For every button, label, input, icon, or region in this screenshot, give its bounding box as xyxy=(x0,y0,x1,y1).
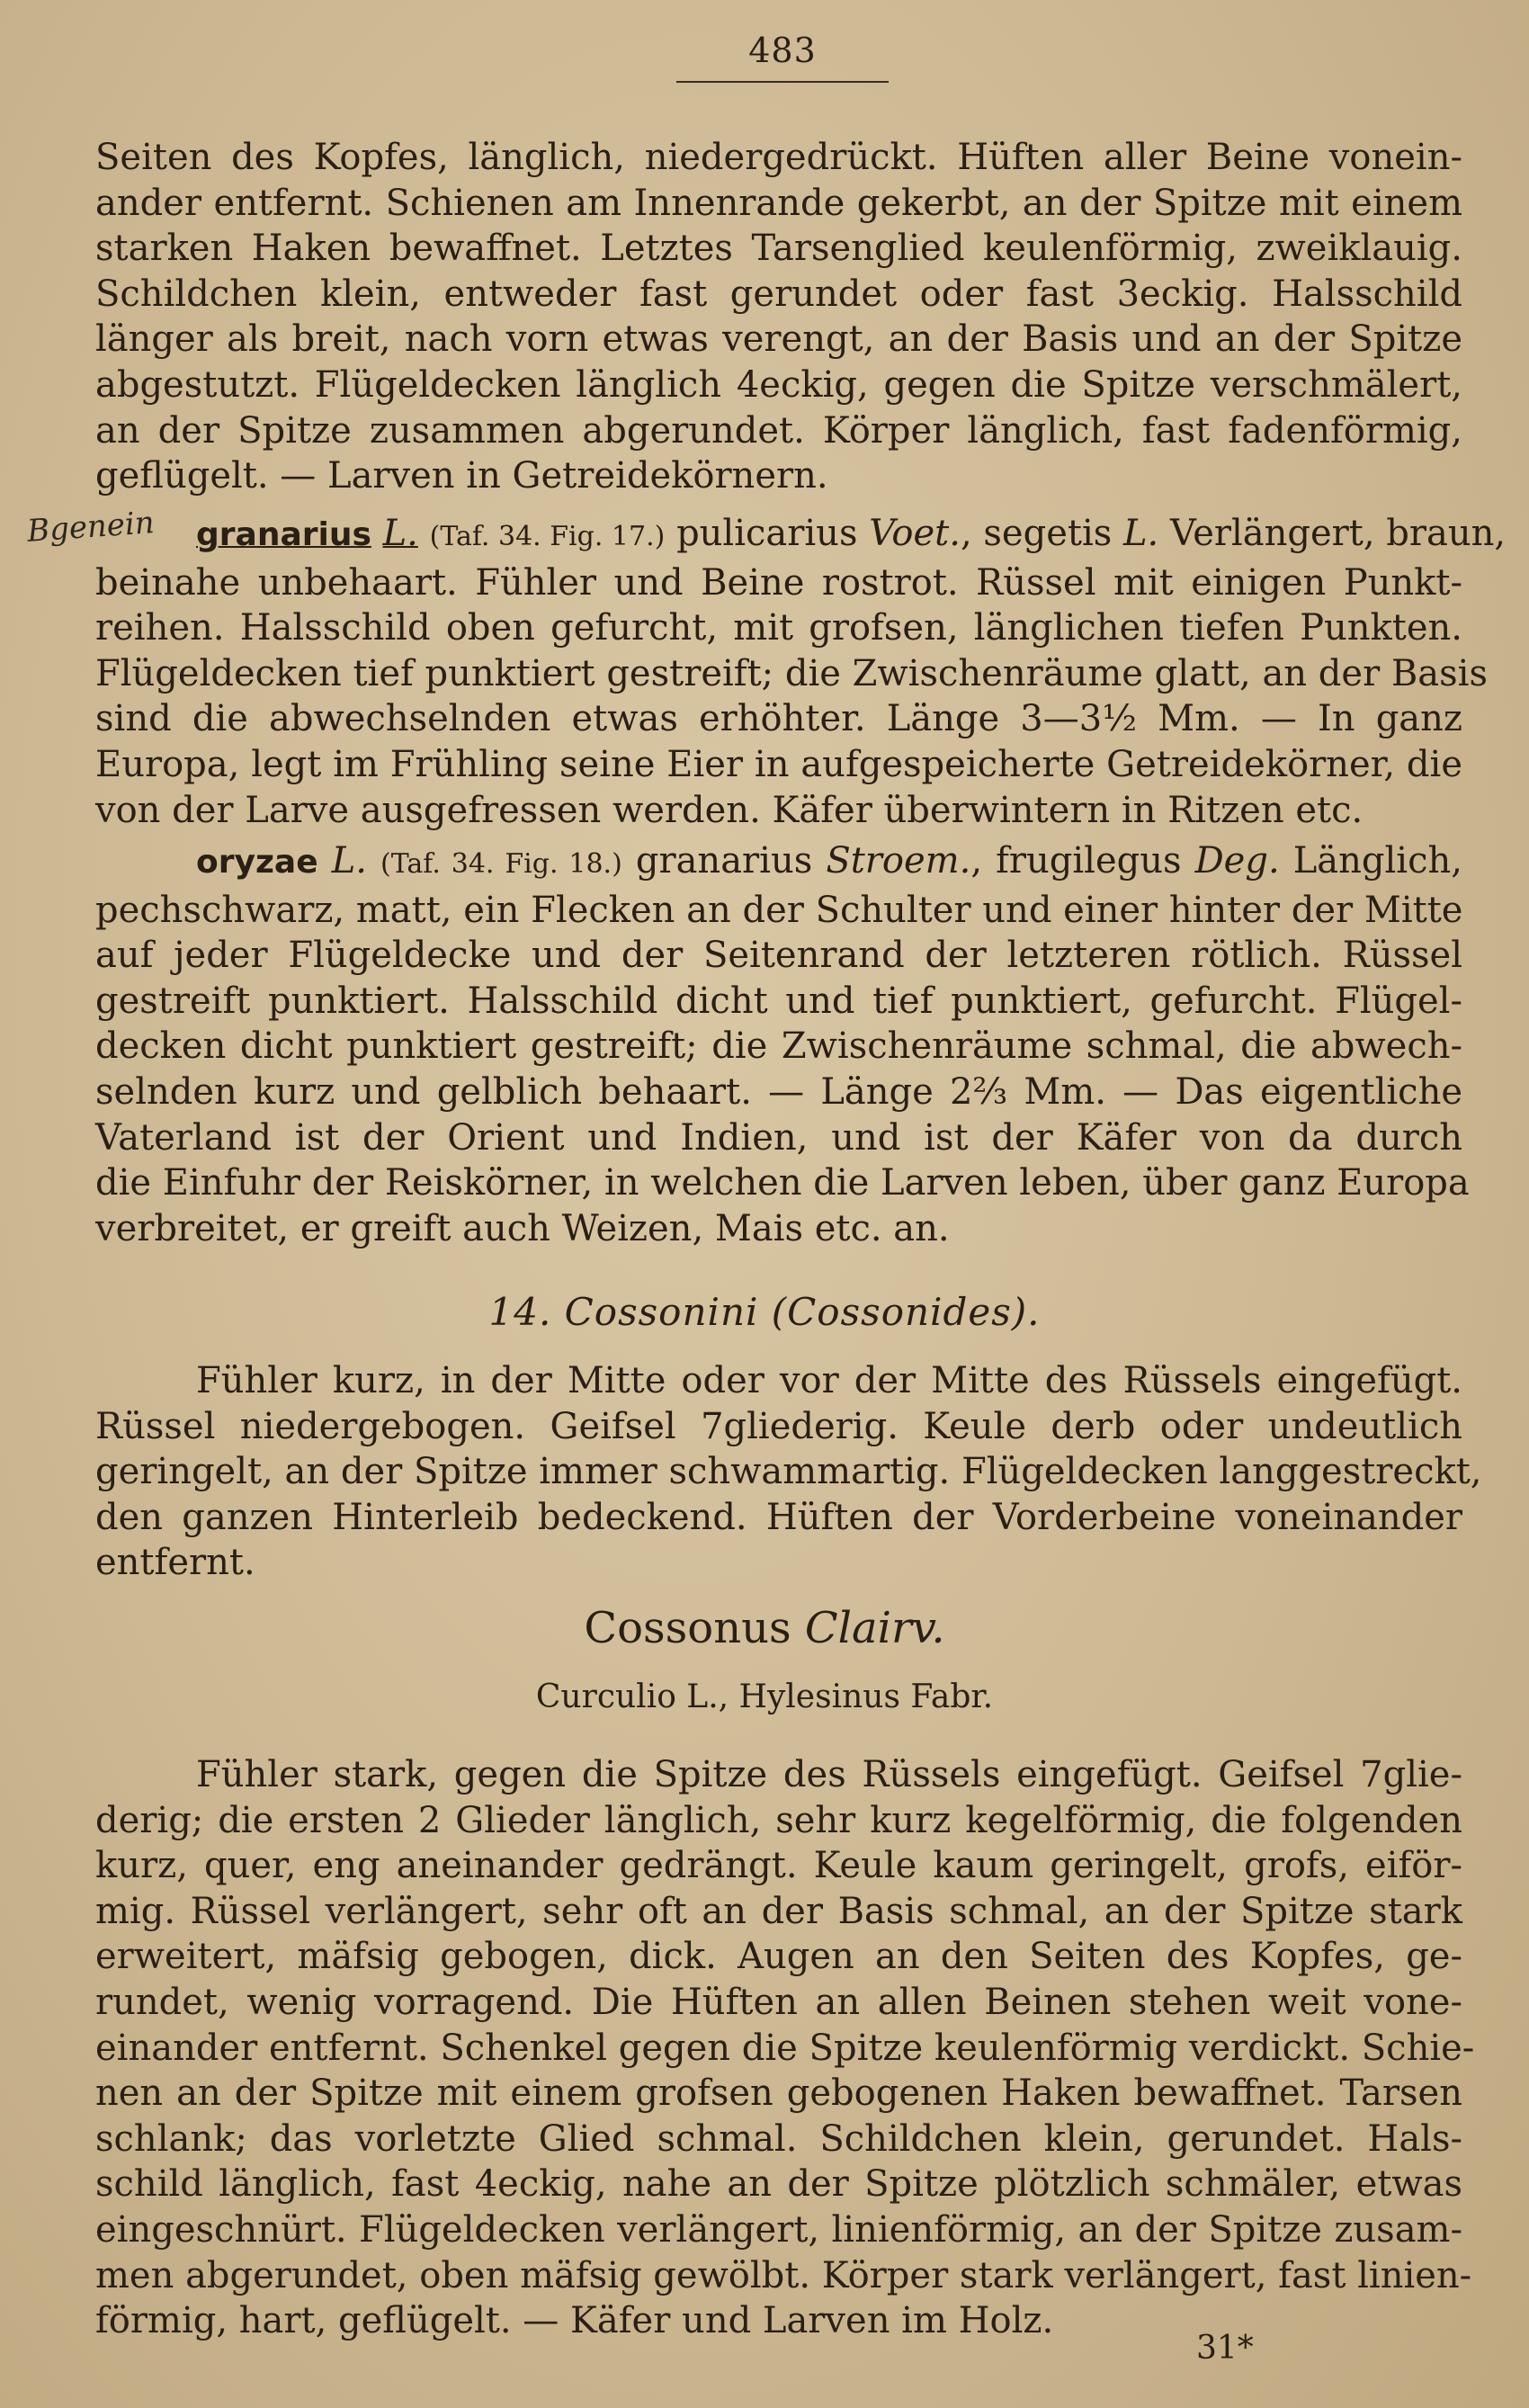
text-line: auf jeder Flügeldecke und der Seitenrand der letzteren rötlich. Rüssel xyxy=(95,935,1462,977)
text-line: schlank; das vorletzte Glied schmal. Schildchen klein, gerundet. Hals- xyxy=(95,2117,1462,2160)
genus-name: Cossonus xyxy=(584,1603,791,1653)
text-line: entfernt. xyxy=(95,1542,255,1584)
synonym: pulicarius xyxy=(676,513,858,554)
plate-reference: (Taf. 34. Fig. 18.) xyxy=(380,848,622,880)
synonym: segetis xyxy=(983,513,1113,554)
section-heading: 14. Cossonini (Cossonides). xyxy=(488,1290,1041,1334)
text-line: beinahe unbehaart. Fühler und Beine rostrot. Rüssel mit einigen Punkt- xyxy=(95,561,1462,604)
description-start: Verlängert, braun, xyxy=(1169,513,1507,554)
synonym: frugilegus xyxy=(996,840,1182,882)
text-line: an der Spitze zusammen abgerundet. Körper länglich, fast fadenförmig, xyxy=(95,409,1462,452)
text-line: die Einfuhr der Reiskörner, in welchen die Larven leben, über ganz Europa xyxy=(95,1162,1470,1204)
text-line: ander entfernt. Schienen am Innenrande gekerbt, an der Spitze mit einem xyxy=(95,182,1462,224)
text-line: Vaterland ist der Orient und Indien, und ist der Käfer von da durch xyxy=(95,1116,1462,1159)
text-line: men abgerundet, oben mäfsig gewölbt. Körper stark verlängert, fast linien- xyxy=(95,2254,1472,2296)
synonym-author: Stroem. xyxy=(826,840,971,882)
text-line: nen an der Spitze mit einem grofsen gebogenen Haken bewaffnet. Tarsen xyxy=(95,2072,1462,2115)
synonym-author: Deg. xyxy=(1194,840,1280,882)
header-rule xyxy=(676,81,889,83)
description-start: Länglich, xyxy=(1292,840,1462,882)
text-line: eingeschnürt. Flügeldecken verlängert, linienförmig, an der Spitze zusam- xyxy=(95,2208,1462,2251)
text-line: länger als breit, nach vorn etwas verengt, an der Basis und an der Spitze xyxy=(95,318,1462,361)
genus-author: Clairv. xyxy=(804,1603,945,1653)
text-line: von der Larve ausgefressen werden. Käfer überwintern in Ritzen etc. xyxy=(95,789,1364,831)
synonym: granarius xyxy=(635,840,813,882)
text-line: Rüssel niedergebogen. Geifsel 7gliederig. Keule derb oder undeutlich xyxy=(95,1405,1462,1447)
text-line: Schildchen klein, entweder fast gerundet oder fast 3eckig. Halsschild xyxy=(95,273,1462,315)
text-line: erweitert, mäfsig gebogen, dick. Augen an den Seiten des Kopfes, ge- xyxy=(95,1936,1462,1978)
synonym-author: L. xyxy=(1122,513,1159,554)
text-line: Fühler kurz, in der Mitte oder vor der Mitte des Rüssels eingefügt. xyxy=(196,1360,1462,1401)
species-name-oryzae: oryzae xyxy=(196,844,318,881)
text-line: Fühler stark, gegen die Spitze des Rüssels eingefügt. Geifsel 7glie- xyxy=(196,1754,1462,1795)
text-line: selnden kurz und gelblich behaart. — Länge 2⅔ Mm. — Das eigentliche xyxy=(95,1070,1462,1113)
intro-paragraph xyxy=(95,135,1462,499)
synonym-author: Voet. xyxy=(869,513,961,554)
granarius-description xyxy=(95,560,1488,834)
text-line: Europa, legt im Frühling seine Eier in aufgespeicherte Getreidekörner, die xyxy=(95,743,1462,785)
text-line: mig. Rüssel verlängert, sehr oft an der Basis schmal, an der Spitze stark xyxy=(95,1890,1462,1932)
genus-synonyms: Curculio L., Hylesinus Fabr. xyxy=(535,1678,994,1715)
species-entry-oryzae xyxy=(95,838,1470,1251)
granarius-first-line: granarius L. (Taf. 34. Fig. 17.) pulicarius Voet., segetis L. Verlängert, braun, xyxy=(196,513,1507,554)
page-number: 483 xyxy=(748,31,817,70)
text-line: geflügelt. — Larven in Getreidekörnern. xyxy=(95,455,828,497)
text-line: abgestutzt. Flügeldecken länglich 4eckig, gegen die Spitze verschmälert, xyxy=(95,363,1462,406)
species-name-granarius: granarius xyxy=(196,516,371,553)
oryzae-description xyxy=(95,888,1470,1252)
text-line: geringelt, an der Spitze immer schwammartig. Flügeldecken langgestreckt, xyxy=(95,1451,1482,1493)
genus-title xyxy=(0,1603,1529,1653)
text-line: einander entfernt. Schenkel gegen die Spitze keulenförmig verdickt. Schie- xyxy=(95,2027,1475,2069)
text-line: derig; die ersten 2 Glieder länglich, sehr kurz kegelförmig, die folgenden xyxy=(95,1799,1462,1841)
text-line: Flügeldecken tief punktiert gestreift; die Zwischenräume glatt, an der Basis xyxy=(95,652,1488,694)
section-paragraph xyxy=(95,1358,1482,1586)
species-author: L. xyxy=(382,513,418,554)
text-line: den ganzen Hinterleib bedeckend. Hüften der Vorderbeine voneinander xyxy=(95,1496,1462,1538)
signature-mark: 31* xyxy=(1196,2330,1254,2367)
text-line: reihen. Halsschild oben gefurcht, mit grofsen, länglichen tiefen Punkten. xyxy=(95,607,1462,649)
species-entry-granarius xyxy=(95,511,1507,833)
plate-reference: (Taf. 34. Fig. 17.) xyxy=(429,521,666,552)
text-line: Seiten des Kopfes, länglich, niedergedrückt. Hüften aller Beine vonein- xyxy=(95,137,1462,178)
text-line: verbreitet, er greift auch Weizen, Mais etc. an. xyxy=(95,1207,950,1249)
text-line: förmig, hart, geflügelt. — Käfer und Larven im Holz. xyxy=(95,2300,1054,2342)
genus-paragraph xyxy=(95,1752,1475,2344)
text-line: pechschwarz, matt, ein Flecken an der Schulter und einer hinter der Mitte xyxy=(95,889,1463,931)
text-line: kurz, quer, eng aneinander gedrängt. Keule kaum geringelt, grofs, eiför- xyxy=(95,1845,1462,1887)
text-line: sind die abwechselnden etwas erhöhter. Länge 3—3½ Mm. — In ganz xyxy=(95,698,1462,740)
oryzae-first-line: oryzae L. (Taf. 34. Fig. 18.) granarius Stroem., frugilegus Deg. Länglich, xyxy=(196,840,1462,882)
text-line: schild länglich, fast 4eckig, nahe an der Spitze plötzlich schmäler, etwas xyxy=(95,2163,1462,2206)
text-line: gestreift punktiert. Halsschild dicht und tief punktiert, gefurcht. Flügel- xyxy=(95,980,1462,1022)
species-author: L. xyxy=(331,840,367,882)
text-line: starken Haken bewaffnet. Letztes Tarsenglied keulenförmig, zweiklauig. xyxy=(95,228,1462,270)
handwritten-margin-note: Bgenein xyxy=(25,505,156,550)
text-line: decken dicht punktiert gestreift; die Zwischenräume schmal, die abwech- xyxy=(95,1025,1462,1068)
text-line: rundet, wenig vorragend. Die Hüften an allen Beinen stehen weit vone- xyxy=(95,1981,1462,2023)
